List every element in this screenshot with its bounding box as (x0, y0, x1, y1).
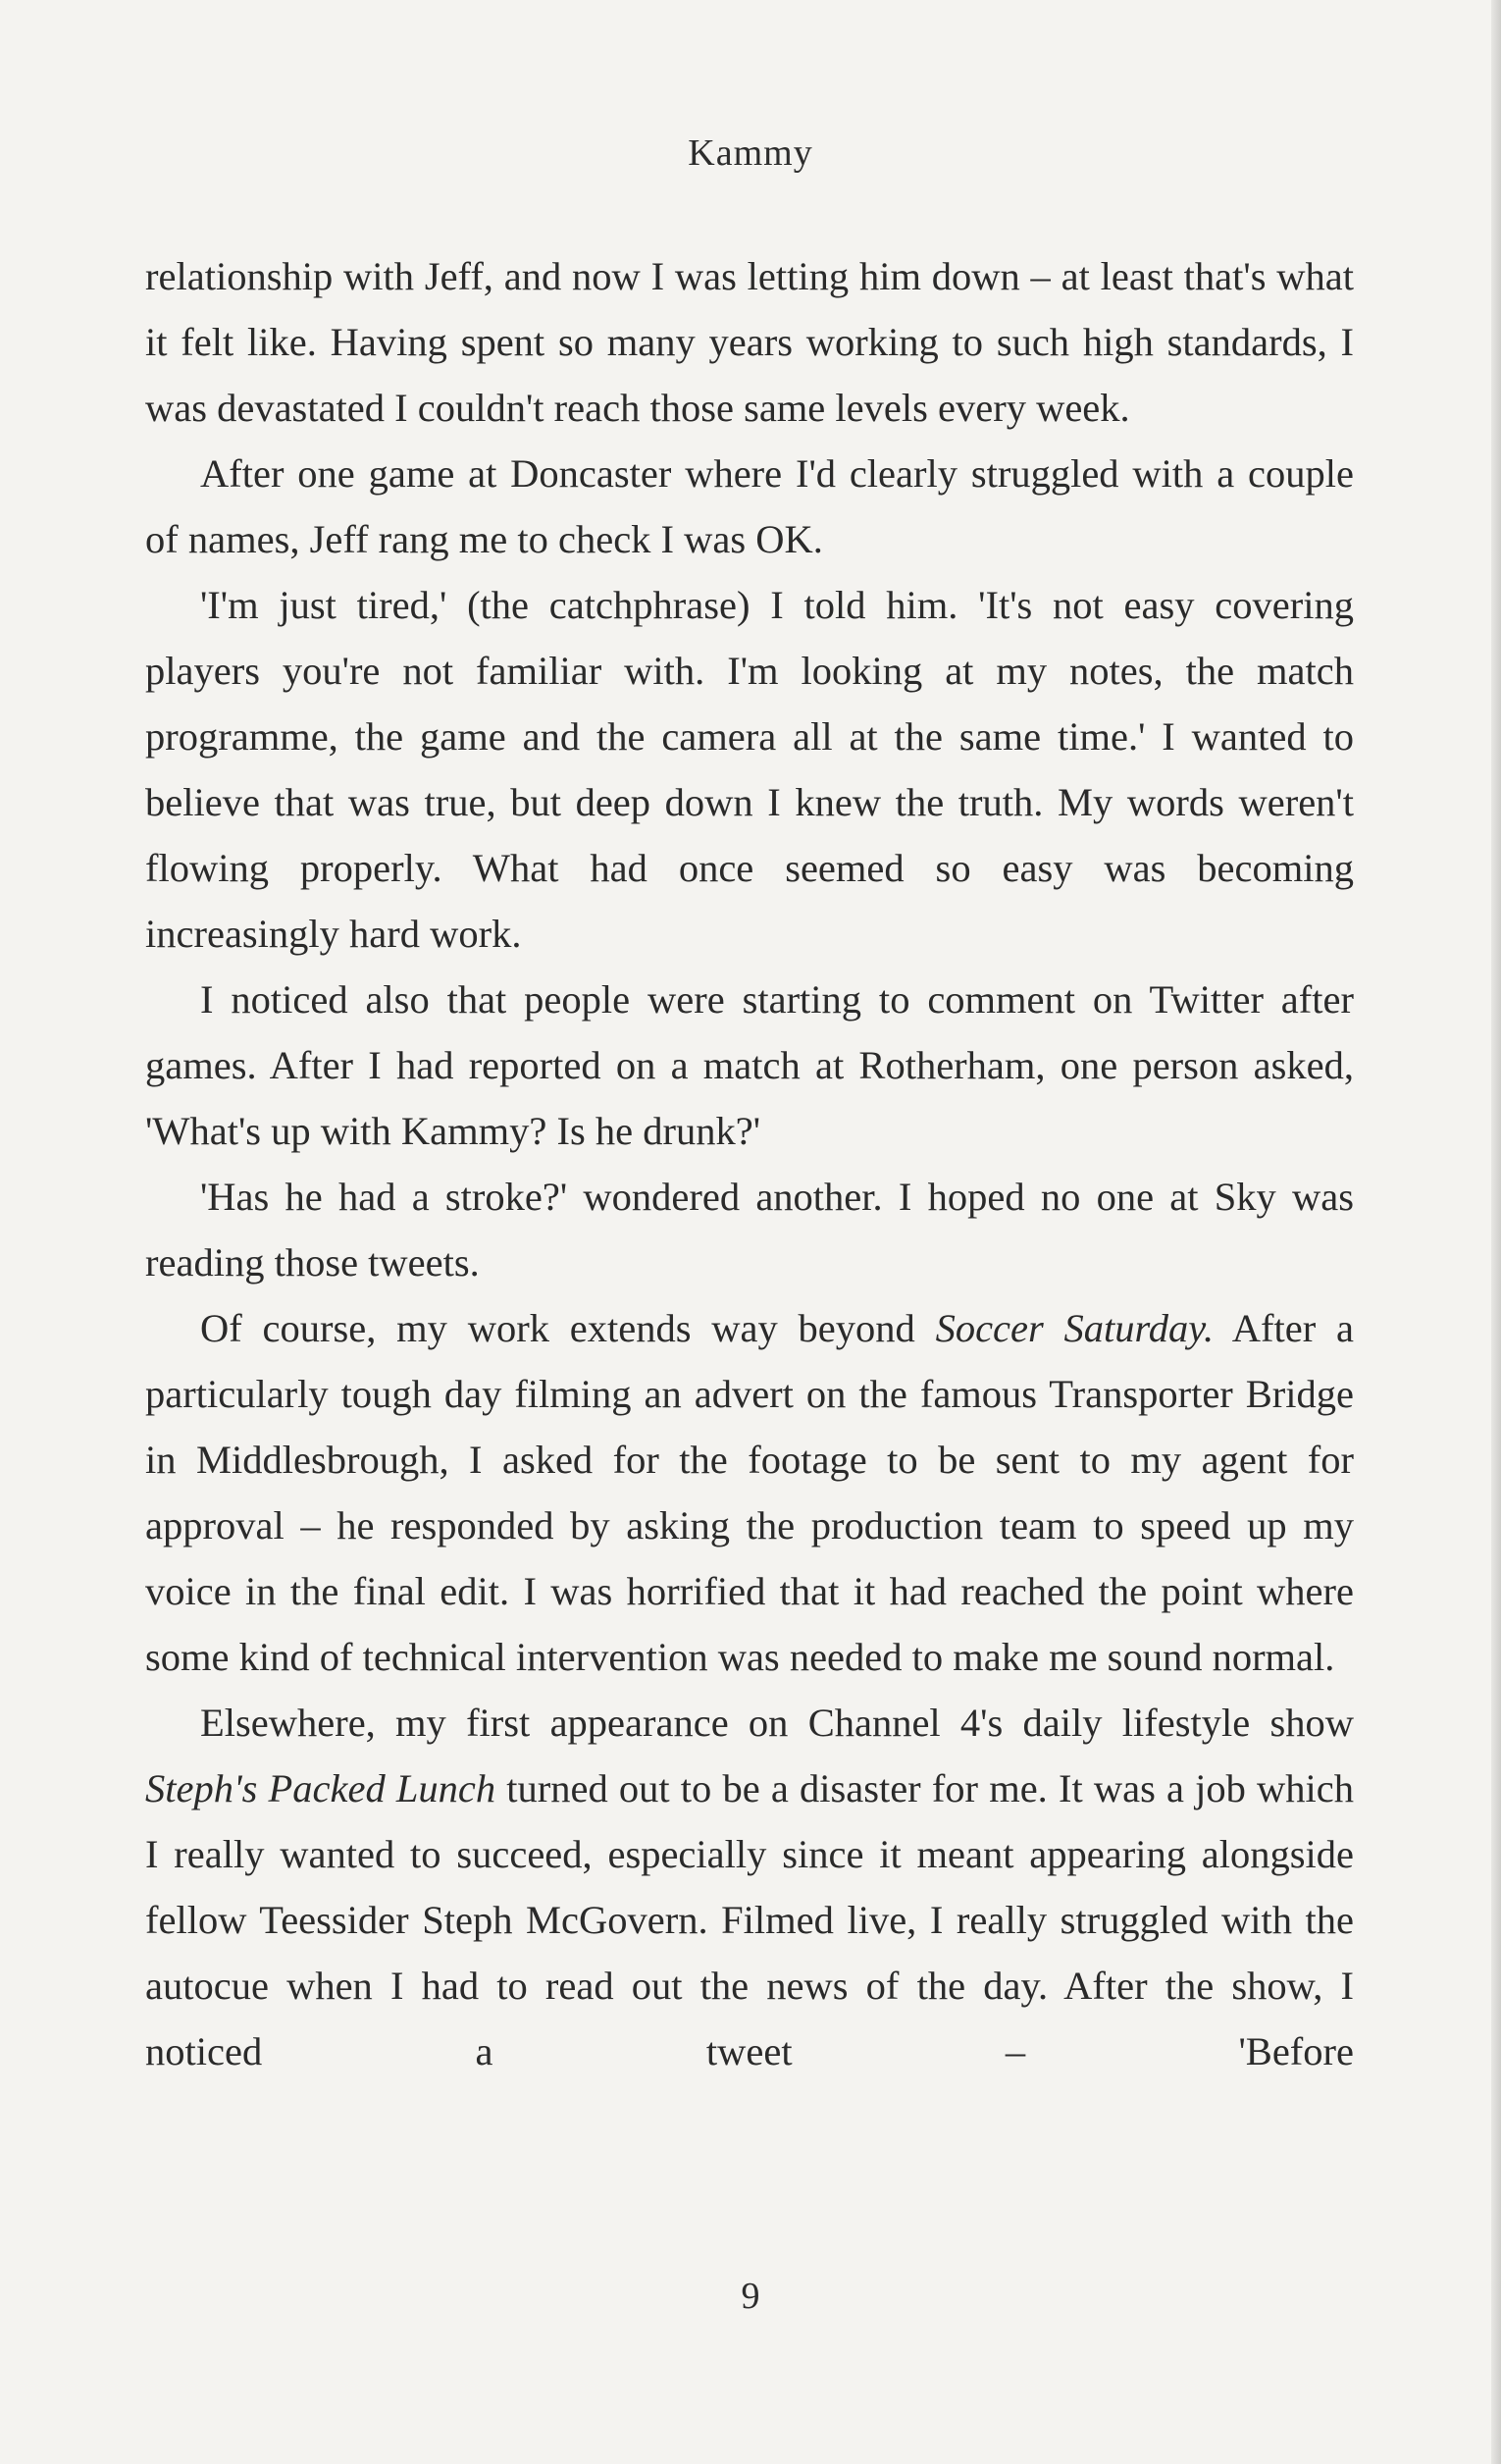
body-text (145, 243, 1354, 2084)
running-head: Kammy (688, 132, 813, 174)
paragraph-4: I noticed also that people were starting to comment on Twitter after games. After I had reported on a match at Rotherham, one person asked, 'What's up with Kammy? Is he drunk?' (145, 977, 1354, 1153)
page-edge-shadow (1491, 0, 1501, 2464)
paragraph-1: relationship with Jeff, and now I was letting him down – at least that's what it felt like. Having spent so many years working to such high standards, I was devastated I couldn't reach those same levels every week. (145, 254, 1354, 430)
paragraph-7-before: Elsewhere, my first appearance on Channel 4's daily lifestyle show (200, 1701, 1354, 1745)
paragraph-6-before: Of course, my work extends way beyond (200, 1306, 936, 1350)
paragraph-3: 'I'm just tired,' (the catchphrase) I told him. 'It's not easy covering players you're not familiar with. I'm looking at my notes, the match programme, the game and the camera all at the same time.' I wanted to believe that was true, but deep down I knew the truth. My words weren't flowing properly. What had once seemed so easy was becoming increasingly hard work. (145, 583, 1354, 956)
paragraph-6 (145, 1295, 1354, 1690)
paragraph-6-after: After a particularly tough day filming an advert on the famous Transporter Bridge in Middlesbrough, I asked for the footage to be sent to my agent for approval – he responded by asking the production team to speed up my voice in the final edit. I was horrified that it had reached the point where some kind of technical intervention was needed to make me sound normal. (145, 1306, 1354, 1679)
paragraph-2: After one game at Doncaster where I'd clearly struggled with a couple of names, Jeff rang me to check I was OK. (145, 451, 1354, 561)
paragraph-7-after: turned out to be a disaster for me. It was a job which I really wanted to succeed, especially since it meant appearing alongside fellow Teessider Steph McGovern. Filmed live, I really struggled with the autocue when I had to read out the news of the day. After the show, I noticed a tweet – 'Before (145, 1766, 1354, 2073)
page-number: 9 (741, 2276, 760, 2317)
paragraph-7 (145, 1690, 1354, 2084)
show-title-soccer-saturday: Soccer Saturday. (935, 1306, 1215, 1350)
show-title-stephs-packed-lunch: Steph's Packed Lunch (145, 1766, 496, 1810)
paragraph-5: 'Has he had a stroke?' wondered another. I hoped no one at Sky was reading those tweets. (145, 1175, 1354, 1284)
